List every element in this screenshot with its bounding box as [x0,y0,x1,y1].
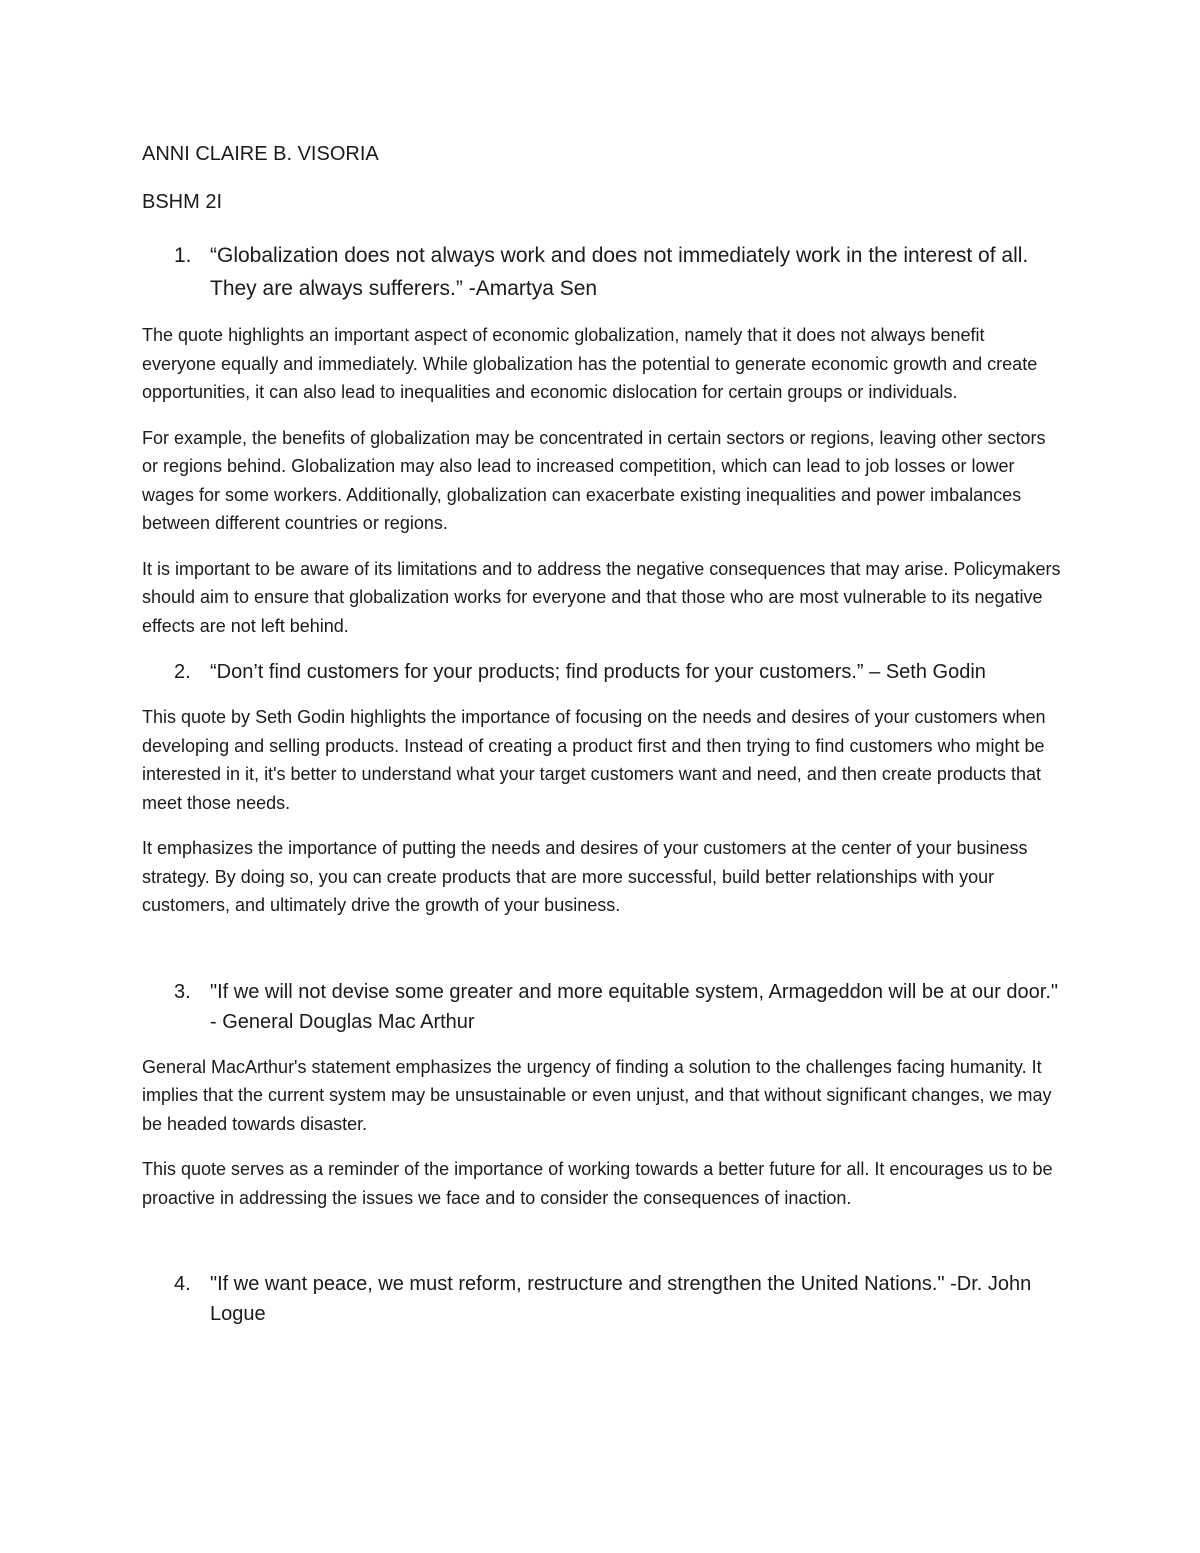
paragraph: It emphasizes the importance of putting the needs and desires of your customers at the center of your business strategy. By doing so, you can create products that are more successful, build better relationships with your customers, and ultimately drive the growth of your business. [142,838,1028,915]
paragraph: For example, the benefits of globalization may be concentrated in certain sectors or regions, leaving other sectors or regions behind. Globalization may also lead to increased competition, which can lead to job losses or lower wages for some workers. Additionally, globalization can exacerbate existing inequalities and power imbalances between different countries or regions. [142,427,1046,533]
quote-text: "If we will not devise some greater and more equitable system, Armageddon will be at our door." - General Douglas Mac Arthur [210,980,1058,1033]
quote-text: “Don’t find customers for your products; find products for your customers.” – Seth Godin [210,661,986,683]
quote-text: “Globalization does not always work and does not immediately work in the interest of all. They are always sufferers.” -Amartya Sen [210,244,1029,300]
document-body [142,140,1062,1329]
paragraph: This quote by Seth Godin highlights the importance of focusing on the needs and desires of your customers when developing and selling products. Instead of creating a product first and then trying to find customers who might be interested in it, it's better to understand what your target customers want and need, and then create products that meet those needs. [142,707,1046,813]
paragraph: It is important to be aware of its limitations and to address the negative consequences that may arise. Policymakers should aim to ensure that globalization works for everyone and that those who are most vulnerable to its negative effects are not left behind. [142,558,1061,636]
quote-item-4 [142,1269,1062,1329]
quote-item-2 [142,657,1062,687]
quote-number: 2. [174,661,191,683]
quote-item-3 [142,977,1062,1037]
course-section: BSHM 2I [142,191,223,213]
paragraph: General MacArthur's statement emphasizes the urgency of finding a solution to the challenges facing humanity. It implies that the current system may be unsustainable or even unjust, and that without significant changes, we may be headed towards disaster. [142,1056,1052,1134]
quote-number: 4. [174,1273,191,1295]
paragraph: The quote highlights an important aspect of economic globalization, namely that it does not always benefit everyone equally and immediately. While globalization has the potential to generate economic growth and create opportunities, it can also lead to inequalities and economic dislocation for certain groups or individuals. [142,325,1038,402]
quote-item-1 [142,239,1062,305]
quote-number: 3. [174,980,191,1003]
quote-number: 1. [174,244,192,267]
paragraph: This quote serves as a reminder of the importance of working towards a better future for all. It encourages us to be proactive in addressing the issues we face and to consider the consequences of inaction. [142,1159,1053,1208]
quote-text: "If we want peace, we must reform, restructure and strengthen the United Nations." -Dr. John Logue [210,1273,1032,1325]
student-name: ANNI CLAIRE B. VISORIA [142,143,379,165]
